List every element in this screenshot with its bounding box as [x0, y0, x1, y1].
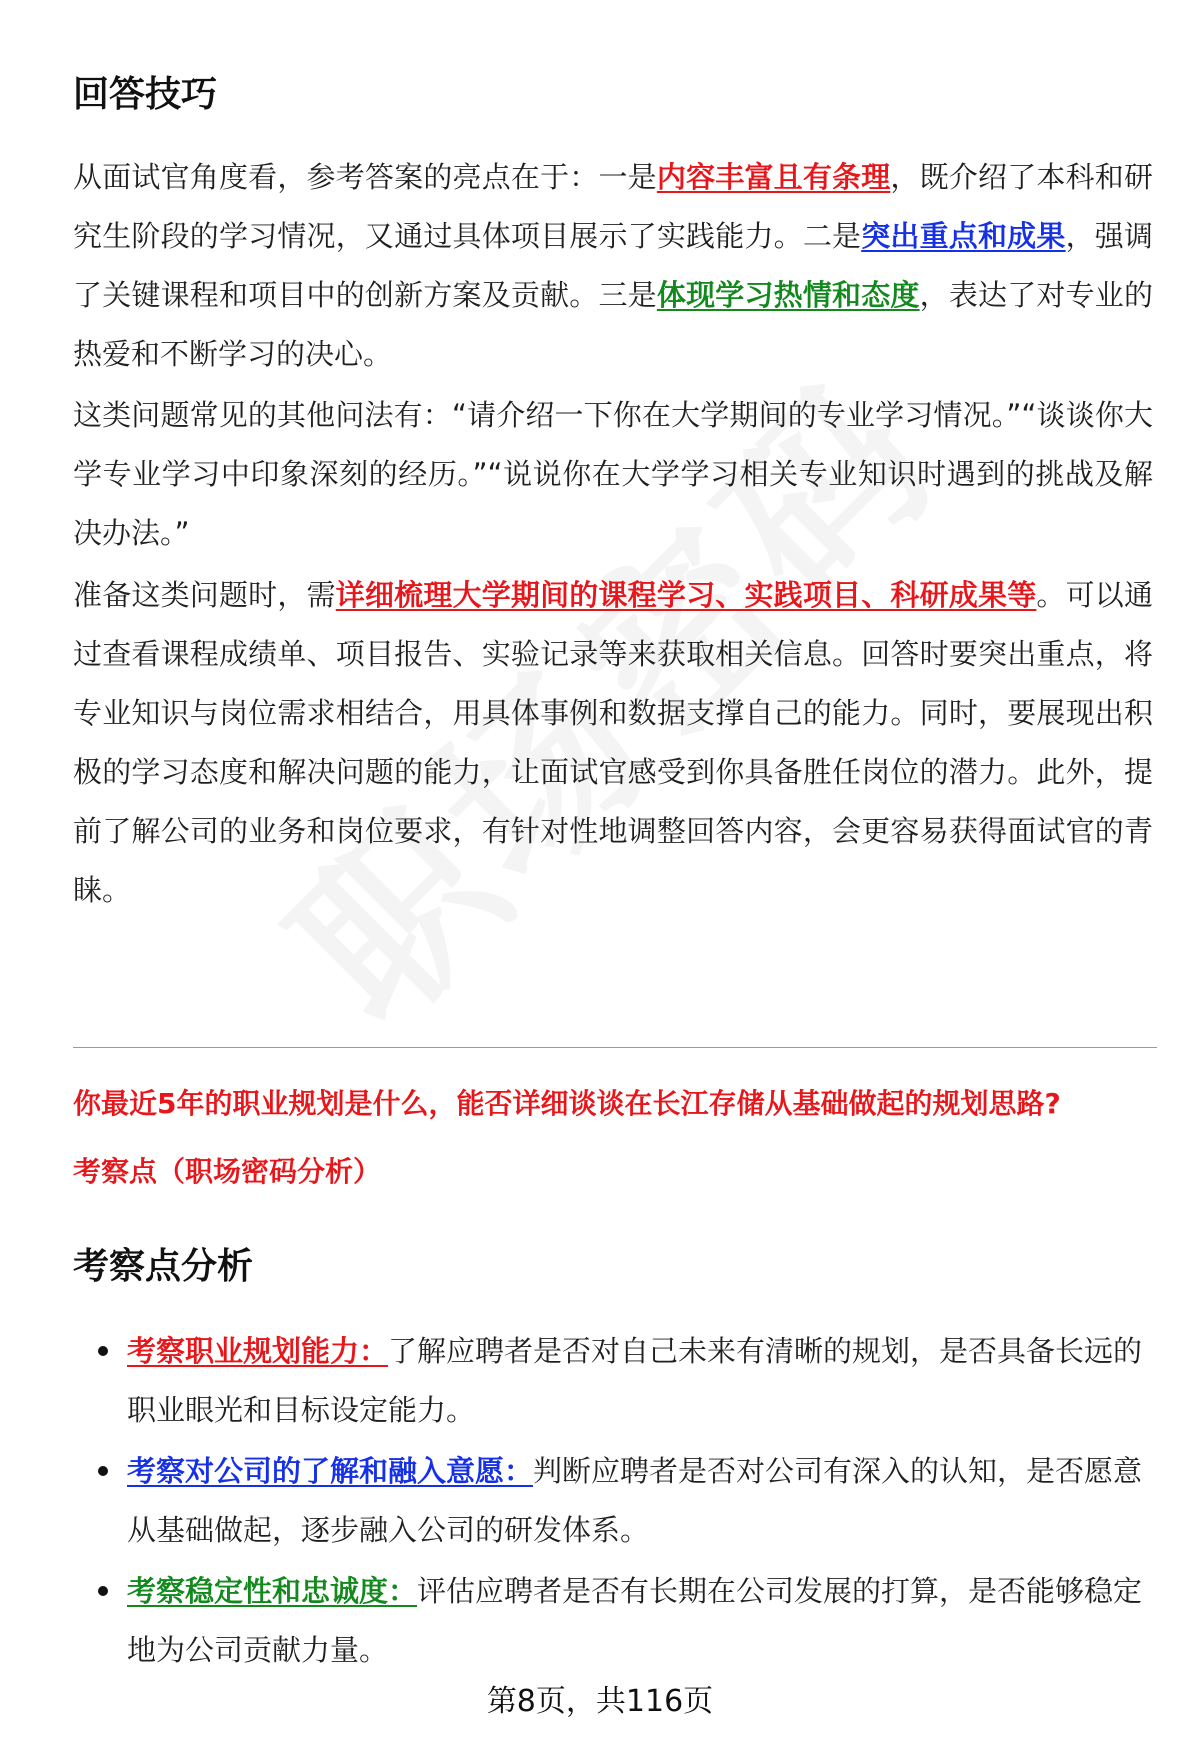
point-label: 考察对公司的了解和融入意愿： [127, 1454, 534, 1488]
highlight-green: 体现学习热情和态度 [656, 278, 920, 312]
list-item [73, 1322, 1157, 1440]
question-title: 你最近5年的职业规划是什么，能否详细谈谈在长江存储从基础做起的规划思路? [73, 1087, 1061, 1120]
section-title-answer-tips: 回答技巧 [73, 74, 218, 115]
highlight-red: 内容丰富且有条理 [656, 160, 891, 194]
paragraph-alternative-questions: 这类问题常见的其他问法有：“请介绍一下你在大学期间的专业学习情况。”“谈谈你大学专业学习中印象深刻的经历。”“说说你在大学学习相关专业知识时遇到的挑战及解决办法。” [73, 398, 1153, 550]
text-run: 从面试官角度看，参考答案的亮点在于：一是 [73, 160, 657, 194]
text-run: ，表达了对专业的热爱和不断学习的决心。 [73, 278, 1153, 371]
bullet-icon [98, 1586, 108, 1596]
analysis-list [73, 1322, 1157, 1682]
section-title-analysis: 考察点分析 [73, 1246, 254, 1287]
point-label: 考察职业规划能力： [127, 1334, 389, 1368]
divider [73, 1047, 1157, 1048]
point-text: 了解应聘者是否对自己未来有清晰的规划，是否具备长远的职业眼光和目标设定能力。 [127, 1334, 1143, 1427]
list-item [73, 1442, 1157, 1560]
list-item [73, 1562, 1157, 1680]
highlight-red: 详细梳理大学期间的课程学习、实践项目、科研成果等 [335, 578, 1037, 612]
point-text: 评估应聘者是否有长期在公司发展的打算，是否能够稳定地为公司贡献力量。 [127, 1574, 1143, 1667]
text-run: ，强调了关键课程和项目中的创新方案及贡献。三是 [73, 219, 1153, 312]
paragraph-highlights [73, 148, 1153, 384]
bullet-icon [98, 1346, 108, 1356]
highlight-blue: 突出重点和成果 [861, 219, 1066, 253]
question-subtitle: 考察点（职场密码分析） [73, 1155, 382, 1188]
text-run: 。可以通过查看课程成绩单、项目报告、实验记录等来获取相关信息。回答时要突出重点，将专业知识与岗位需求相结合，用具体事例和数据支撑自己的能力。同时，要展现出积极的学习态度和解决问题的能力，让面试官感受到你具备胜任岗位的潜力。此外，提前了解公司的业务和岗位要求，有针对性地调整回答内容，会更容易获得面试官的青睐。 [73, 578, 1153, 907]
page-number: 第8页，共116页 [486, 1684, 714, 1719]
bullet-icon [98, 1466, 108, 1476]
text-run: 准备这类问题时，需 [73, 578, 336, 612]
text-run: ，既介绍了本科和研究生阶段的学习情况，又通过具体项目展示了实践能力。二是 [73, 160, 1153, 253]
point-text: 判断应聘者是否对公司有深入的认知，是否愿意从基础做起，逐步融入公司的研发体系。 [127, 1454, 1143, 1547]
paragraph-preparation [73, 566, 1153, 920]
point-label: 考察稳定性和忠诚度： [127, 1574, 418, 1608]
